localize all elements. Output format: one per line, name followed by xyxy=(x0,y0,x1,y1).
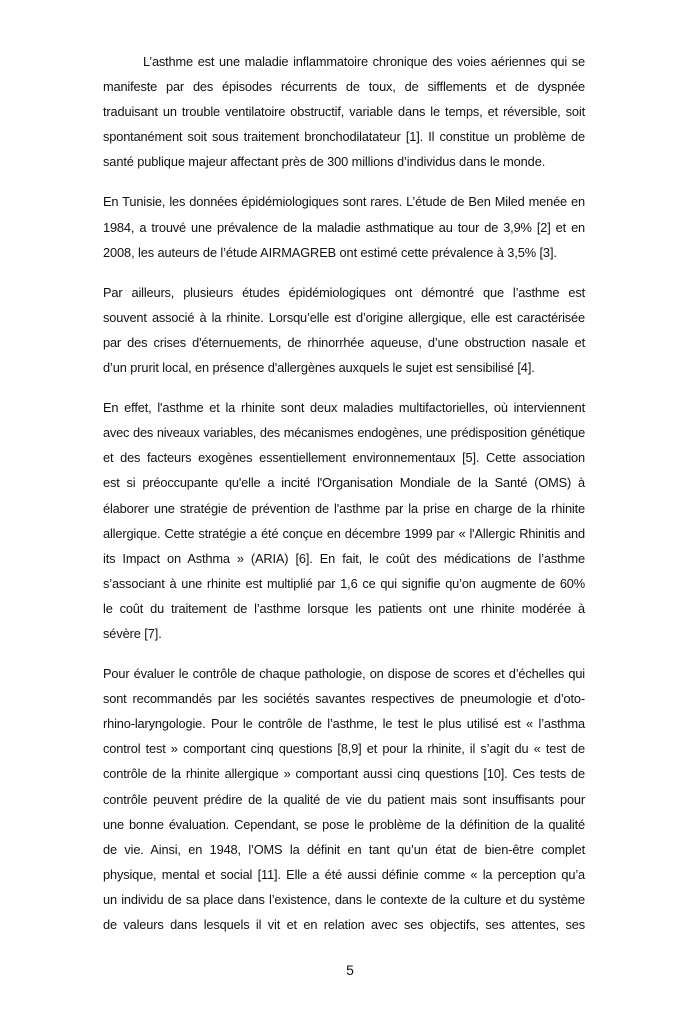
text-line: Par ailleurs, plusieurs études épidémiologiques ont démontré que l’asthme est xyxy=(103,284,585,300)
paragraph xyxy=(103,661,585,937)
paragraph xyxy=(103,189,585,264)
text-line: manifeste par des épisodes récurrents de toux, de sifflements et de dyspnée xyxy=(103,79,585,95)
paragraph xyxy=(103,280,585,380)
page-number: 5 xyxy=(346,962,354,978)
text-line: control test » comportant cinq questions [8,9] et pour la rhinite, il s’agit du « test de xyxy=(103,741,585,757)
text-line: d’un prurit local, en présence d'allergènes auxquels le sujet est sensibilisé [4]. xyxy=(103,360,535,376)
text-line: traduisant un trouble ventilatoire obstructif, variable dans le temps, et réversible, soit xyxy=(103,104,585,120)
text-line: sont recommandés par les sociétés savantes respectives de pneumologie et d’oto- xyxy=(103,691,585,707)
text-line: élaborer une stratégie de prévention de l'asthme par la prise en charge de la rhinite xyxy=(103,500,585,516)
paragraph xyxy=(103,49,585,174)
text-line: avec des niveaux variables, des mécanismes endogènes, une prédisposition génétique xyxy=(103,425,585,441)
text-line: 1984, a trouvé une prévalence de la maladie asthmatique au tour de 3,9% [2] et en xyxy=(103,219,585,235)
text-line: physique, mental et social [11]. Elle a été aussi définie comme « la perception qu’a xyxy=(103,866,585,882)
text-line: une bonne évaluation. Cependant, se pose le problème de la définition de la qualité xyxy=(103,816,585,832)
text-line: souvent associé à la rhinite. Lorsqu’elle est d’origine allergique, elle est caractérisée xyxy=(103,309,585,325)
text-line: Pour évaluer le contrôle de chaque pathologie, on dispose de scores et d’échelles qui xyxy=(103,666,585,682)
text-line: En effet, l'asthme et la rhinite sont deux maladies multifactorielles, où interviennent xyxy=(103,400,585,416)
text-line: En Tunisie, les données épidémiologiques sont rares. L’étude de Ben Miled menée en xyxy=(103,194,585,210)
text-line: de valeurs dans lesquels il vit et en relation avec ses objectifs, ses attentes, ses xyxy=(103,917,585,932)
text-line: allergique. Cette stratégie a été conçue en décembre 1999 par « l'Allergic Rhinitis and xyxy=(103,525,585,541)
text-line: contrôle de la rhinite allergique » comportant aussi cinq questions [10]. Ces tests de xyxy=(103,766,585,782)
text-line: et des facteurs exogènes essentiellement environnementaux [5]. Cette association xyxy=(103,450,585,466)
text-line: rhino-laryngologie. Pour le contrôle de l’asthme, le test le plus utilisé est « l’asthma xyxy=(103,716,585,732)
paragraph xyxy=(103,395,585,646)
text-line: 2008, les auteurs de l’étude AIRMAGREB ont estimé cette prévalence à 3,5% [3]. xyxy=(103,244,557,260)
text-line: de vie. Ainsi, en 1948, l’OMS la définit en tant qu’un état de bien-être complet xyxy=(103,841,585,857)
text-line: s’associant à une rhinite est multiplié par 1,6 ce qui signifie qu’on augmente de 60% xyxy=(103,575,585,591)
text-line: spontanément soit sous traitement bronchodilatateur [1]. Il constitue un problème de xyxy=(103,129,585,145)
text-line: est si préoccupante qu'elle a incité l'Organisation Mondiale de la Santé (OMS) à xyxy=(103,475,585,491)
text-line: un individu de sa place dans l’existence, dans le contexte de la culture et du système xyxy=(103,891,585,907)
text-line: santé publique majeur affectant près de 300 millions d’individus dans le monde. xyxy=(103,154,546,170)
document-page xyxy=(103,49,585,952)
text-line: its Impact on Asthma » (ARIA) [6]. En fait, le coût des médications de l’asthme xyxy=(103,550,585,566)
text-line: le coût du traitement de l’asthme lorsque les patients ont une rhinite modérée à xyxy=(103,600,585,616)
text-line: sévère [7]. xyxy=(103,625,162,641)
text-line: L’asthme est une maladie inflammatoire chronique des voies aériennes qui se xyxy=(143,54,585,69)
text-line: contrôle peuvent prédire de la qualité de vie du patient mais sont insuffisants pour xyxy=(103,791,585,807)
text-line: par des crises d'éternuements, de rhinorrhée aqueuse, d’une obstruction nasale et xyxy=(103,334,585,350)
